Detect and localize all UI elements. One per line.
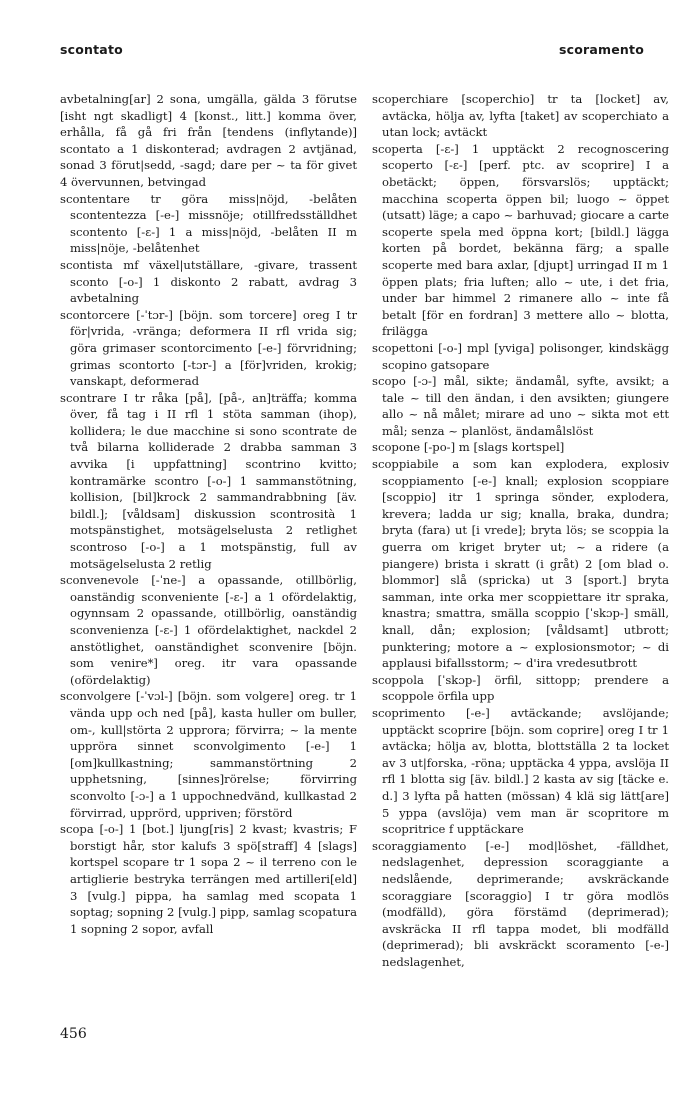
entry-sconvolgere: sconvolgere [-ˈvɔl-] [böjn. som volgere] oreg. tr 1 vända upp och ned [på], kasta huller om buller, om-, kull|störta 2 upprora; förvirra; ~ la mente uppröra sinnet sconvolgimento [-e-] 1 [om]kullkastning; sammanstörtning 2 upphetsning, [sinnes]rörelse; förvirring sconvolto [-ɔ-] a 1 uppochnedvänd, kullkastad 2 förvirrad, upprörd, uppriven; förstörd [60,689,357,820]
entry-scopo: scopo [-ɔ-] mål, sikte; ändamål, syfte, avsikt; a tale ~ till den ändan, i den avsikten; giungere allo ~ nå målet; mirare ad uno ~ sikta mot ett mål; senza ~ planlöst, ändamålslöst [372,374,669,438]
entry-scopone: scopone [-po-] m [slags kortspel] [372,440,565,455]
entry-scoprimento: scoprimento [-e-] avtäckande; avslöjande; upptäckt scoprire [böjn. som coprire] oreg I tr 1 avtäcka; hölja av, blotta, blottställa 2 ta locket av 3 ut|forska, -röna; upptäcka 4 yppa, avslöja II rfl 1 blotta sig [äv. bildl.] 2 kasta av sig [täcke e. d.] 3 lyfta på hatten (mössan) 4 klä sig lätt[are] 5 yppa (avslöja) vem man är scopritore m scopritrice f upptäckare [372,705,669,837]
entry-scoraggiamento: scoraggiamento [-e-] mod|löshet, -fälldhet, nedslagenhet, depression scoraggiante a nedslående, deprimerande; avskräckande scoraggiare [scoraggio] I tr göra modlös (modfälld), göra förstämd (deprimerad); avskräcka II rfl tappa modet, bli modfälld (deprimerad); bli avskräckt scoramento [-e-] nedslagenhet, [372,838,669,969]
entry-scopa: scopa [-o-] 1 [bot.] ljung[ris] 2 kvast; kvastris; F borstigt hår, stor kalufs 3 spö[straff] 4 [slags] kortspel scopare tr 1 sopa 2 ~ il terreno con le artiglierie bestryka terrängen med artilleri[eld] 3 [vulg.] pippa, ha samlag med scopata 1 soptag; sopning 2 [vulg.] pipp, samlag scopatura 1 sopning 2 sopor, avfall [60,822,357,936]
entry-scontrare: scontrare I tr råka [på], [på-, an]träffa; komma över, få tag i II rfl 1 stöta samman (ihop), kollidera; le due macchine si sono scontrate de två bilarna kolliderade 2 drabba samman 3 avvika [i uppfattning] scontrino kvitto; kontramärke scontro [-o-] 1 sammanstötning, kollision, [bil]krock 2 sammandrabbning [äv. bildl.]; [våldsam] diskussion scontrosità 1 motspänstighet, motsägelselusta 2 retlighet scontroso [-o-] a 1 motspänstig, full av motsägelselusta 2 retlig [60,390,357,571]
entry-sconvenevole: sconvenevole [-ˈne-] a opassande, otillbörlig, oanständig sconveniente [-ɛ-] a 1 ofördelaktig, ogynnsam 2 opassande, otillbörlig, oanständig sconvenienza [-ɛ-] 1 ofördelaktighet, nackdel 2 anstötlighet, oanständighet sconvenire [böjn. som venire*] oreg. itr vara opassande (ofördelaktig) [60,573,357,687]
entry-scontorcere: scontorcere [-ˈtɔr-] [böjn. som torcere] oreg I tr för|vrida, -vränga; deformera II rfl vrida sig; göra grimaser scontorcimento [-e-] förvridning; grimas scontorto [-tɔr-] a [för]vriden, krokig; vanskapt, deformerad [60,307,357,389]
entry-scoperchiare: scoperchiare [scoperchio] tr ta [locket] av, avtäcka, hölja av, lyfta [taket] av scoperchiato a utan lock; avtäckt [372,92,669,140]
entry-scontentare: scontentare tr göra miss|nöjd, -belåten scontentezza [-e-] missnöje; otillfredsställdhet scontento [-ɛ-] 1 a miss|nöjd, -belåten II m miss|nöje, -belåtenhet [60,191,357,256]
entry-scoppiabile: scoppiabile a som kan explodera, explosiv scoppiamento [-e-] knall; explosion scoppiare [scoppio] itr 1 springa sönder, explodera, krevera; ladda ur sig; knalla, braka, dundra; bryta (fara) ut [i vrede]; bryta lös; se scoppia la guerra om kriget bryter ut; ~ a ridere (a piangere) brista i skratt (i gråt) 2 [om blad o. blommor] slå (spricka) ut 3 [sport.] bryta samman, inte orka mer scoppiettare itr spraka, knastra; smattra, smälla scoppio [ˈskɔp-] smäll, knall, dån; explosion; [våldsamt] utbrott; punktering; motore a ~ explosionsmotor; ~ di applausi bifallsstorm; ~ d'ira vredesutbrott [372,457,669,671]
entry-scopettoni: scopettoni [-o-] mpl [yviga] polisonger, kindskägg scopino gatsopare [372,340,669,372]
entry-scoppola: scoppola [ˈskɔp-] örfil, sittopp; prendere a scoppole örfila upp [372,672,669,704]
entry-continuation: avbetalning[ar] 2 sona, umgälla, gälda 3 förutse [isht ngt skadligt] 4 [konst., litt.] komma över, erhålla, få gå fri från [tendens (inflytande)] scontato a 1 diskonterad; avdragen 2 avtjänad, sonad 3 förut|sedd, -sagd; dare per ~ ta för givet 4 övervunnen, betvingad [60,92,357,189]
entry-scontista: scontista mf växel|utställare, -givare, trassent sconto [-o-] 1 diskonto 2 rabatt, avdrag 3 avbetalning [60,257,357,306]
entry-scoperta: scoperta [-ɛ-] 1 upptäckt 2 recognoscering scoperto [-ɛ-] [perf. ptc. av scoprire] I a obetäckt; öppen, försvarslös; upptäckt; macchina scoperta öppen bil; luogo ~ öppet (utsatt) läge; a capo ~ barhuvad; giocare a carte scoperte spela med öppna kort; [bildl.] lägga korten på bordet, bekänna färg; a spalle scoperte med bara axlar, [djupt] urringad II m 1 öppen plats; fria luften; allo ~ ute, i det fria, under bar himmel 2 rimanere allo ~ inte få betalt [för en fordran] 3 mettere allo ~ blotta, frilägga [372,141,669,339]
running-head-left: scontato [60,42,123,57]
running-head-right: scoramento [558,42,644,57]
page-number: 456 [60,1026,87,1042]
right-column [372,91,669,970]
left-column [60,91,357,937]
